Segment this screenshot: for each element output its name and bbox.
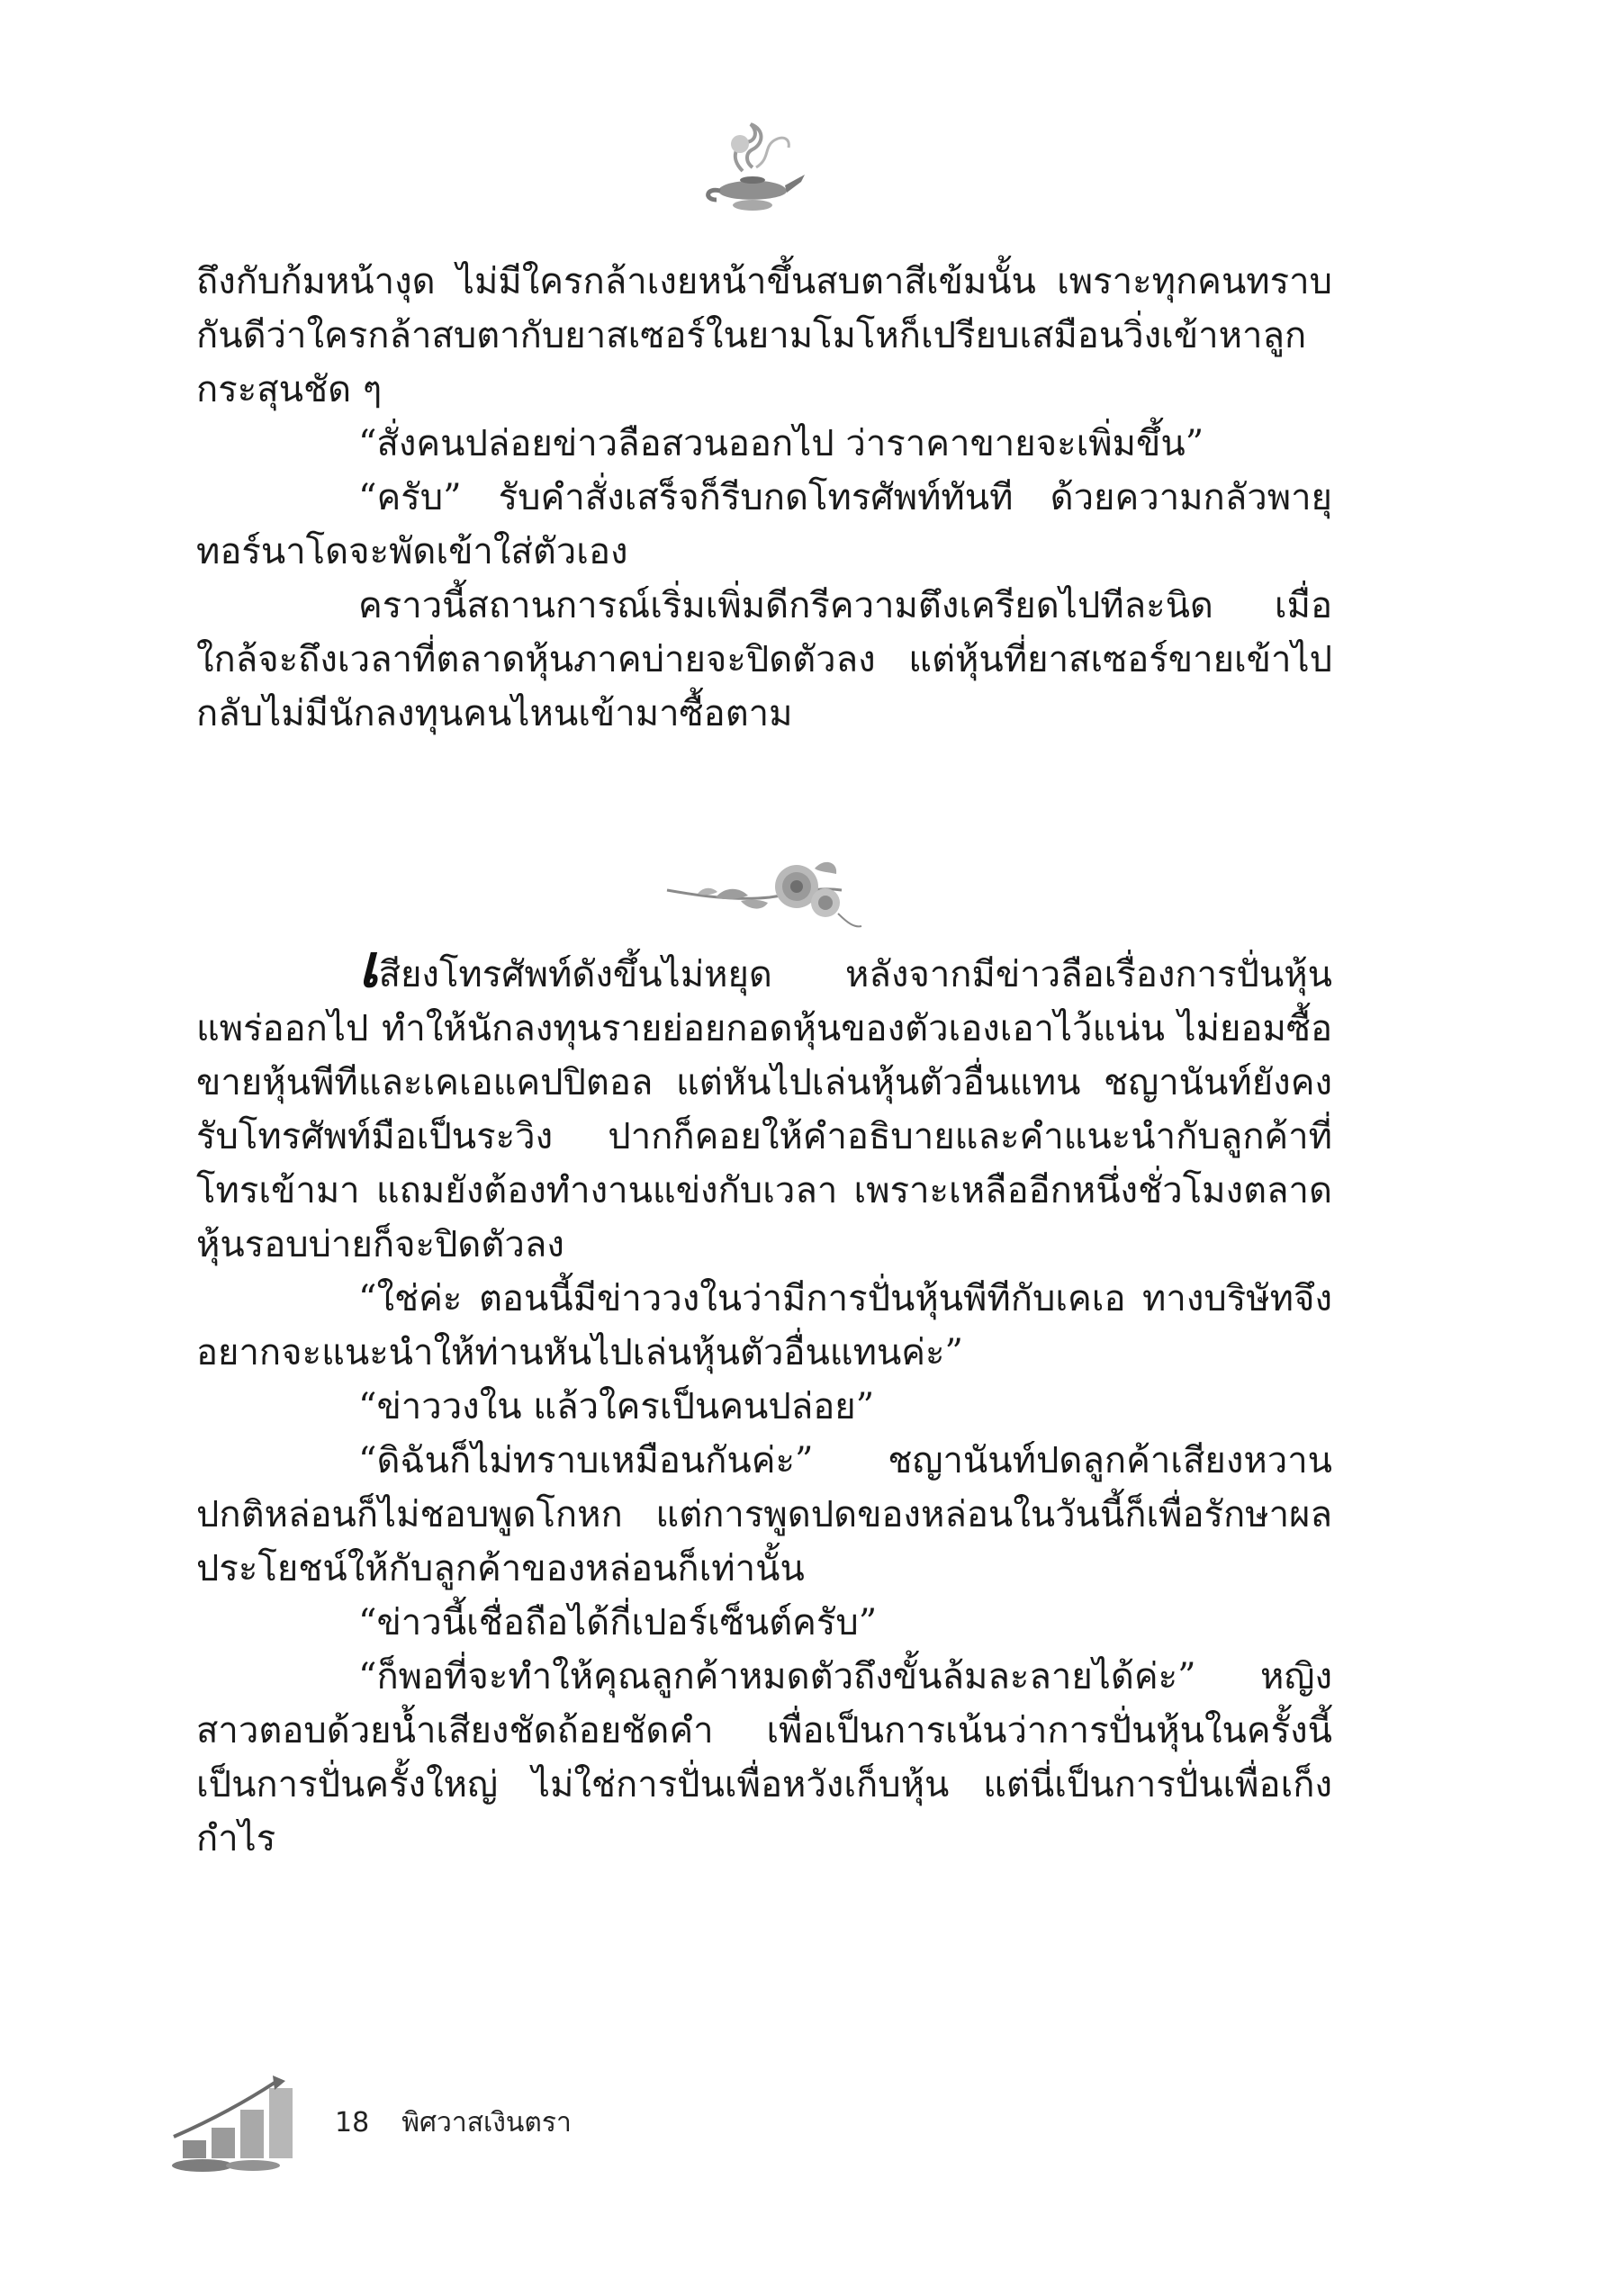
paragraph: “สั่งคนปล่อยข่าวลือสวนออกไป ว่าราคาขายจะเพิ่มขึ้น” xyxy=(358,423,1204,464)
text-section-2 xyxy=(196,932,1332,1866)
paragraph: “ก็พอที่จะทำให้คุณลูกค้าหมดตัวถึงขั้นล้มละลายได้ค่ะ” หญิงสาวตอบด้วยน้ำเสียงชัดถ้อยชัดคำ เพื่อเป็นการเน้นว่าการปั่นหุ้นในครั้งนี้เป็นการปั่นครั้งใหญ่ ไม่ใช่การปั่นเพื่อหวังเก็บหุ้น แต่นี่เป็นการปั่นเพื่อเก็งกำไร xyxy=(196,1656,1332,1859)
paragraph: “ข่าววงใน แล้วใครเป็นคนปล่อย” xyxy=(358,1386,875,1427)
genie-lamp-icon xyxy=(693,108,810,225)
coin-stack-icon xyxy=(167,2070,302,2174)
paragraph: “ข่าวนี้เชื่อถือได้กี่เปอร์เซ็นต์ครับ” xyxy=(358,1602,878,1643)
page-number: 18 xyxy=(335,2107,370,2138)
paragraph: ถึงกับก้มหน้างุด ไม่มีใครกล้าเงยหน้าขึ้นสบตาสีเข้มนั้น เพราะทุกคนทราบกันดีว่าใครกล้าสบตากับยาสเซอร์ในยามโมโหก็เปรียบเสมือนวิ่งเข้าหาลูกกระสุนชัด ๆ xyxy=(196,261,1332,410)
page-footer xyxy=(335,2102,572,2144)
opening-paragraph-text: สียงโทรศัพท์ดังขึ้นไม่หยุด หลังจากมีข่าวลือเรื่องการปั่นหุ้นแพร่ออกไป ทำให้นักลงทุนรายย่อยกอดหุ้นของตัวเองเอาไว้แน่น ไม่ยอมซื้อขายหุ้นพีทีและเคเอแคปปิตอล แต่หันไปเล่นหุ้นตัวอื่นแทน ชญานันท์ยังคงรับโทรศัพท์มือเป็นระวิง ปากก็คอยให้คำอธิบายและคำแนะนำกับลูกค้าที่โทรเข้ามา แถมยังต้องทำงานแข่งกับเวลา เพราะเหลืออีกหนึ่งชั่วโมงตลาดหุ้นรอบบ่ายก็จะปิดตัวลง xyxy=(196,954,1332,1265)
opening-paragraph xyxy=(196,932,1332,1272)
text-section-1 xyxy=(196,255,1332,741)
paragraph: “ครับ” รับคำสั่งเสร็จก็รีบกดโทรศัพท์ทันที ด้วยความกลัวพายุทอร์นาโดจะพัดเข้าใส่ตัวเอง xyxy=(196,477,1332,572)
paragraph: คราวนี้สถานการณ์เริ่มเพิ่มดีกรีความตึงเครียดไปทีละนิด เมื่อใกล้จะถึงเวลาที่ตลาดหุ้นภาคบ่ายจะปิดตัวลง แต่หุ้นที่ยาสเซอร์ขายเข้าไปกลับไม่มีนักลงทุนคนไหนเข้ามาซื้อตาม xyxy=(196,585,1332,734)
flower-sprig-icon xyxy=(662,851,864,936)
book-title: พิศวาสเงินตรา xyxy=(401,2107,572,2138)
paragraph: “ใช่ค่ะ ตอนนี้มีข่าววงในว่ามีการปั่นหุ้นพีทีกับเคเอ ทางบริษัทจึงอยากจะแนะนำให้ท่านหันไปเล่นหุ้นตัวอื่นแทนค่ะ” xyxy=(196,1278,1332,1373)
drop-cap: เ xyxy=(358,932,379,1001)
paragraph: “ดิฉันก็ไม่ทราบเหมือนกันค่ะ” ชญานันท์ปดลูกค้าเสียงหวานปกติหล่อนก็ไม่ชอบพูดโกหก แต่การพูดปดของหล่อนในวันนี้ก็เพื่อรักษาผลประโยชน์ให้กับลูกค้าของหล่อนก็เท่านั้น xyxy=(196,1440,1332,1589)
